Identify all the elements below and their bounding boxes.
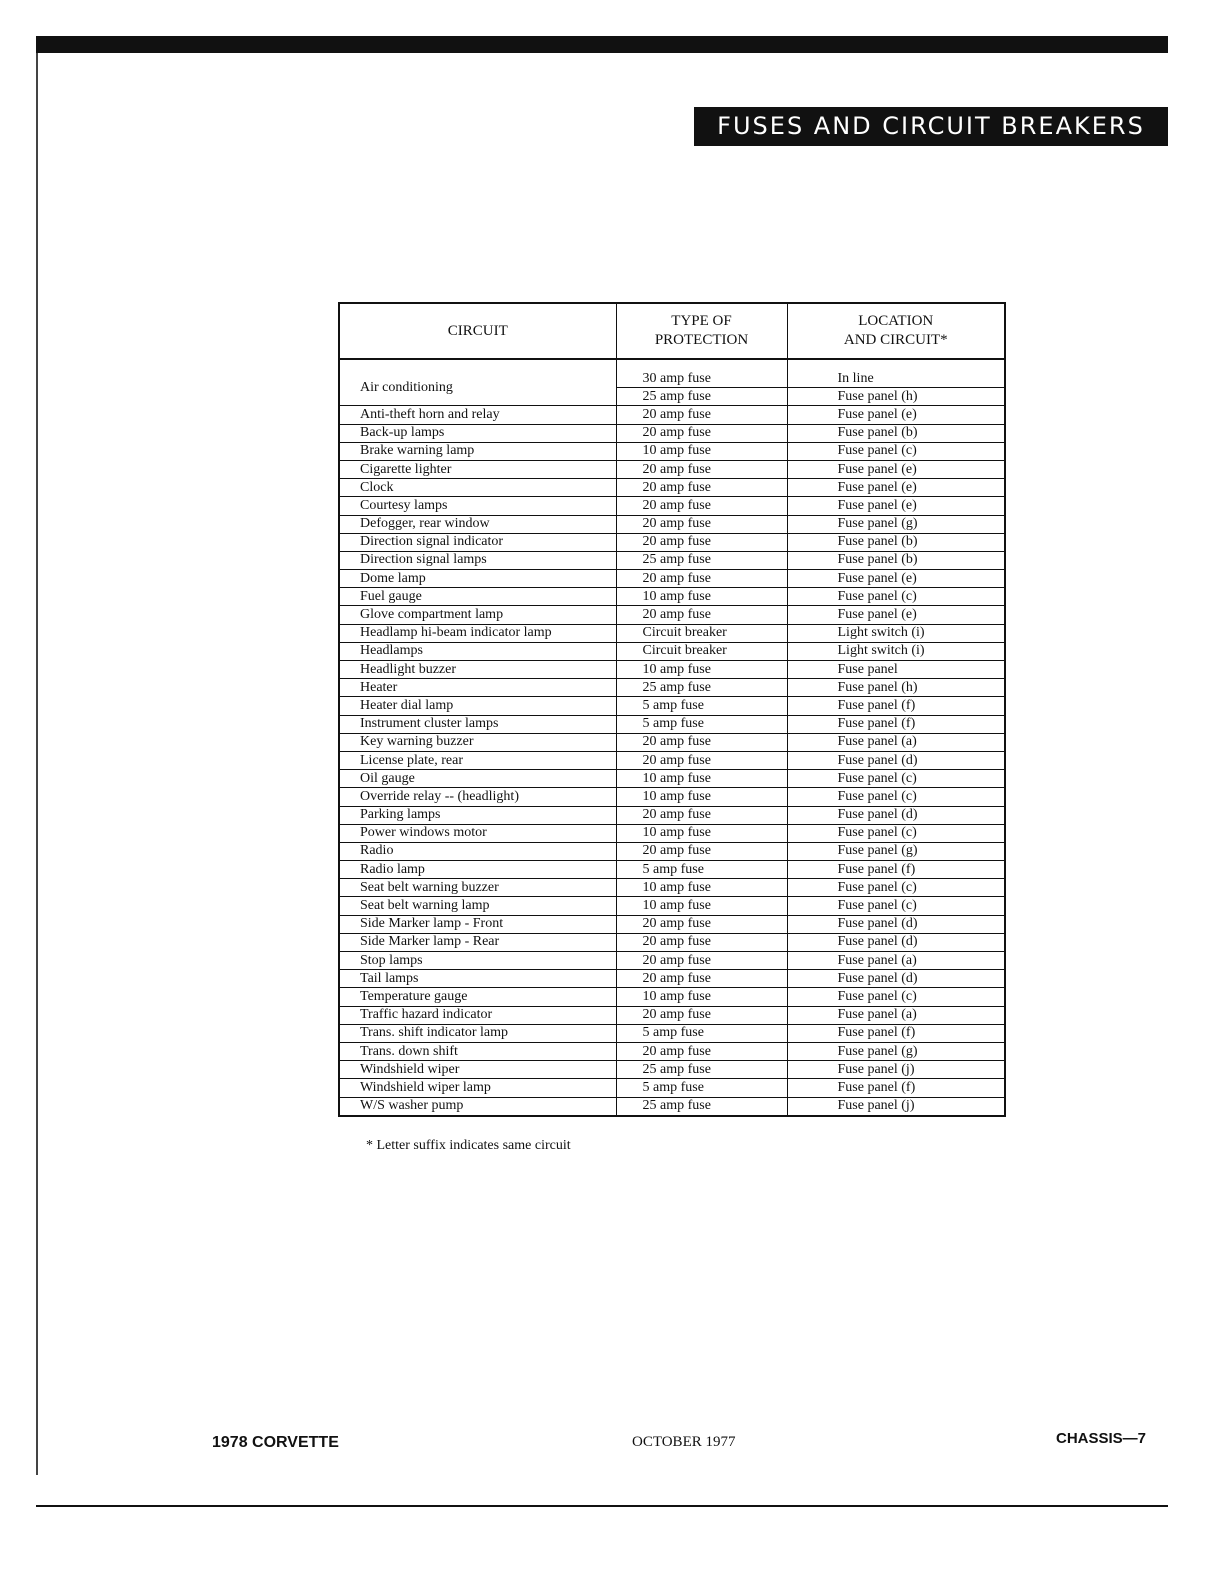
header-protection: TYPE OF PROTECTION xyxy=(616,303,787,359)
cell-circuit: Heater dial lamp xyxy=(339,697,616,715)
cell-location: Fuse panel (b) xyxy=(787,551,1005,569)
table-row xyxy=(339,970,1005,988)
cell-location: Fuse panel (e) xyxy=(787,497,1005,515)
table-row xyxy=(339,915,1005,933)
cell-circuit: Glove compartment lamp xyxy=(339,606,616,624)
table-row xyxy=(339,442,1005,460)
table-row xyxy=(339,406,1005,424)
cell-location: Fuse panel (h) xyxy=(787,679,1005,697)
cell-circuit: Parking lamps xyxy=(339,806,616,824)
cell-protection: 20 amp fuse xyxy=(616,570,787,588)
cell-location: Fuse panel (f) xyxy=(787,715,1005,733)
cell-protection: 5 amp fuse xyxy=(616,1079,787,1097)
cell-location: Fuse panel (e) xyxy=(787,606,1005,624)
cell-location: Fuse panel (d) xyxy=(787,806,1005,824)
cell-protection: Circuit breaker xyxy=(616,624,787,642)
cell-protection: 20 amp fuse xyxy=(616,933,787,951)
header-circuit: CIRCUIT xyxy=(339,303,616,359)
cell-circuit: Direction signal indicator xyxy=(339,533,616,551)
cell-protection: 5 amp fuse xyxy=(616,1024,787,1042)
footnote: * Letter suffix indicates same circuit xyxy=(366,1138,571,1153)
table-row xyxy=(339,642,1005,660)
cell-circuit: Windshield wiper xyxy=(339,1061,616,1079)
cell-circuit: Stop lamps xyxy=(339,952,616,970)
cell-location: Fuse panel xyxy=(787,661,1005,679)
cell-circuit: Anti-theft horn and relay xyxy=(339,406,616,424)
table-header-row xyxy=(339,303,1005,359)
cell-location: Fuse panel (f) xyxy=(787,697,1005,715)
cell-location: Fuse panel (j) xyxy=(787,1097,1005,1116)
cell-circuit: Key warning buzzer xyxy=(339,733,616,751)
table-row xyxy=(339,1097,1005,1116)
cell-location: Fuse panel (d) xyxy=(787,933,1005,951)
bottom-rule xyxy=(36,1505,1168,1507)
cell-circuit: Headlight buzzer xyxy=(339,661,616,679)
cell-protection: 20 amp fuse xyxy=(616,606,787,624)
cell-location: Fuse panel (c) xyxy=(787,879,1005,897)
cell-protection: 20 amp fuse xyxy=(616,952,787,970)
cell-location: Fuse panel (g) xyxy=(787,842,1005,860)
cell-circuit: Direction signal lamps xyxy=(339,551,616,569)
cell-location: Fuse panel (c) xyxy=(787,770,1005,788)
table-body xyxy=(339,359,1005,1116)
cell-circuit: Traffic hazard indicator xyxy=(339,1006,616,1024)
cell-circuit: Courtesy lamps xyxy=(339,497,616,515)
cell-location: Fuse panel (j) xyxy=(787,1061,1005,1079)
cell-circuit: Trans. down shift xyxy=(339,1042,616,1060)
cell-protection: 20 amp fuse xyxy=(616,533,787,551)
cell-protection: 25 amp fuse xyxy=(616,388,787,406)
cell-protection: 5 amp fuse xyxy=(616,861,787,879)
cell-protection: 10 amp fuse xyxy=(616,442,787,460)
cell-location: Fuse panel (f) xyxy=(787,861,1005,879)
cell-protection: 20 amp fuse xyxy=(616,406,787,424)
cell-circuit: Override relay -- (headlight) xyxy=(339,788,616,806)
cell-location: Fuse panel (f) xyxy=(787,1079,1005,1097)
table-row xyxy=(339,897,1005,915)
table-row xyxy=(339,1042,1005,1060)
cell-circuit: Air conditioning xyxy=(339,359,616,406)
table-row xyxy=(339,551,1005,569)
cell-protection: 10 amp fuse xyxy=(616,879,787,897)
table-row xyxy=(339,842,1005,860)
cell-circuit: Fuel gauge xyxy=(339,588,616,606)
cell-protection: 20 amp fuse xyxy=(616,479,787,497)
cell-protection: 20 amp fuse xyxy=(616,497,787,515)
top-black-bar xyxy=(36,36,1168,53)
cell-protection: 20 amp fuse xyxy=(616,806,787,824)
cell-protection: 25 amp fuse xyxy=(616,1061,787,1079)
cell-location: Fuse panel (d) xyxy=(787,751,1005,769)
cell-circuit: Windshield wiper lamp xyxy=(339,1079,616,1097)
cell-circuit: Side Marker lamp - Rear xyxy=(339,933,616,951)
table-row xyxy=(339,1061,1005,1079)
cell-circuit: Tail lamps xyxy=(339,970,616,988)
table-row xyxy=(339,570,1005,588)
table-row xyxy=(339,479,1005,497)
table-row xyxy=(339,533,1005,551)
cell-protection: 20 amp fuse xyxy=(616,751,787,769)
table-row xyxy=(339,1079,1005,1097)
table-row xyxy=(339,588,1005,606)
cell-location: Fuse panel (c) xyxy=(787,824,1005,842)
table-row xyxy=(339,697,1005,715)
cell-protection: 25 amp fuse xyxy=(616,1097,787,1116)
cell-protection: 30 amp fuse xyxy=(616,359,787,388)
cell-location: Fuse panel (b) xyxy=(787,424,1005,442)
cell-location: In line xyxy=(787,359,1005,388)
cell-circuit: Side Marker lamp - Front xyxy=(339,915,616,933)
cell-protection: 20 amp fuse xyxy=(616,424,787,442)
cell-location: Fuse panel (a) xyxy=(787,733,1005,751)
cell-location: Fuse panel (h) xyxy=(787,388,1005,406)
cell-protection: 10 amp fuse xyxy=(616,788,787,806)
table-row xyxy=(339,788,1005,806)
cell-location: Fuse panel (c) xyxy=(787,442,1005,460)
footer-page-number: CHASSIS—7 xyxy=(1056,1430,1147,1447)
cell-circuit: Instrument cluster lamps xyxy=(339,715,616,733)
cell-location: Light switch (i) xyxy=(787,624,1005,642)
cell-circuit: Radio xyxy=(339,842,616,860)
table-row xyxy=(339,497,1005,515)
cell-location: Fuse panel (d) xyxy=(787,915,1005,933)
table-row xyxy=(339,661,1005,679)
cell-circuit: Headlamp hi-beam indicator lamp xyxy=(339,624,616,642)
table-row xyxy=(339,624,1005,642)
cell-circuit: Oil gauge xyxy=(339,770,616,788)
cell-location: Fuse panel (e) xyxy=(787,406,1005,424)
cell-location: Fuse panel (g) xyxy=(787,515,1005,533)
cell-circuit: Cigarette lighter xyxy=(339,460,616,478)
cell-circuit: Trans. shift indicator lamp xyxy=(339,1024,616,1042)
cell-protection: 10 amp fuse xyxy=(616,988,787,1006)
cell-circuit: Seat belt warning lamp xyxy=(339,897,616,915)
table-row xyxy=(339,679,1005,697)
cell-protection: 10 amp fuse xyxy=(616,588,787,606)
table-row xyxy=(339,515,1005,533)
cell-circuit: Temperature gauge xyxy=(339,988,616,1006)
fuse-table xyxy=(338,302,1006,1117)
cell-location: Fuse panel (c) xyxy=(787,788,1005,806)
table-row xyxy=(339,460,1005,478)
table-row xyxy=(339,751,1005,769)
left-margin-rule xyxy=(36,53,38,1475)
table-row xyxy=(339,861,1005,879)
cell-circuit: Defogger, rear window xyxy=(339,515,616,533)
table-row xyxy=(339,1024,1005,1042)
cell-protection: 20 amp fuse xyxy=(616,515,787,533)
footer-model: 1978 CORVETTE xyxy=(212,1434,339,1451)
cell-location: Fuse panel (f) xyxy=(787,1024,1005,1042)
footer-date: OCTOBER 1977 xyxy=(632,1434,736,1450)
cell-circuit: Brake warning lamp xyxy=(339,442,616,460)
cell-location: Fuse panel (a) xyxy=(787,1006,1005,1024)
cell-protection: 20 amp fuse xyxy=(616,970,787,988)
cell-circuit: Heater xyxy=(339,679,616,697)
cell-protection: 5 amp fuse xyxy=(616,715,787,733)
table-row xyxy=(339,606,1005,624)
table-row xyxy=(339,733,1005,751)
cell-circuit: W/S washer pump xyxy=(339,1097,616,1116)
table-row xyxy=(339,988,1005,1006)
cell-protection: 20 amp fuse xyxy=(616,1006,787,1024)
table-row xyxy=(339,879,1005,897)
cell-location: Light switch (i) xyxy=(787,642,1005,660)
cell-location: Fuse panel (e) xyxy=(787,460,1005,478)
cell-circuit: Back-up lamps xyxy=(339,424,616,442)
cell-protection: 10 amp fuse xyxy=(616,897,787,915)
cell-protection: 20 amp fuse xyxy=(616,733,787,751)
cell-circuit: Headlamps xyxy=(339,642,616,660)
cell-location: Fuse panel (e) xyxy=(787,570,1005,588)
cell-protection: 25 amp fuse xyxy=(616,551,787,569)
cell-location: Fuse panel (a) xyxy=(787,952,1005,970)
cell-location: Fuse panel (g) xyxy=(787,1042,1005,1060)
section-title: FUSES AND CIRCUIT BREAKERS xyxy=(694,107,1168,146)
table-row xyxy=(339,824,1005,842)
cell-location: Fuse panel (b) xyxy=(787,533,1005,551)
cell-protection: 20 amp fuse xyxy=(616,915,787,933)
table-row xyxy=(339,933,1005,951)
cell-location: Fuse panel (e) xyxy=(787,479,1005,497)
cell-circuit: Clock xyxy=(339,479,616,497)
cell-protection: Circuit breaker xyxy=(616,642,787,660)
table-row xyxy=(339,424,1005,442)
table-row xyxy=(339,359,1005,388)
table-row xyxy=(339,1006,1005,1024)
table-row xyxy=(339,715,1005,733)
cell-protection: 25 amp fuse xyxy=(616,679,787,697)
cell-circuit: Seat belt warning buzzer xyxy=(339,879,616,897)
cell-circuit: Radio lamp xyxy=(339,861,616,879)
cell-location: Fuse panel (d) xyxy=(787,970,1005,988)
cell-protection: 10 amp fuse xyxy=(616,661,787,679)
cell-protection: 10 amp fuse xyxy=(616,770,787,788)
cell-location: Fuse panel (c) xyxy=(787,988,1005,1006)
cell-circuit: Power windows motor xyxy=(339,824,616,842)
cell-protection: 5 amp fuse xyxy=(616,697,787,715)
table-row xyxy=(339,952,1005,970)
table-row xyxy=(339,806,1005,824)
cell-protection: 10 amp fuse xyxy=(616,824,787,842)
header-location: LOCATION AND CIRCUIT* xyxy=(787,303,1005,359)
cell-protection: 20 amp fuse xyxy=(616,1042,787,1060)
cell-protection: 20 amp fuse xyxy=(616,460,787,478)
cell-circuit: Dome lamp xyxy=(339,570,616,588)
cell-location: Fuse panel (c) xyxy=(787,897,1005,915)
cell-circuit: License plate, rear xyxy=(339,751,616,769)
table-row xyxy=(339,770,1005,788)
cell-location: Fuse panel (c) xyxy=(787,588,1005,606)
cell-protection: 20 amp fuse xyxy=(616,842,787,860)
